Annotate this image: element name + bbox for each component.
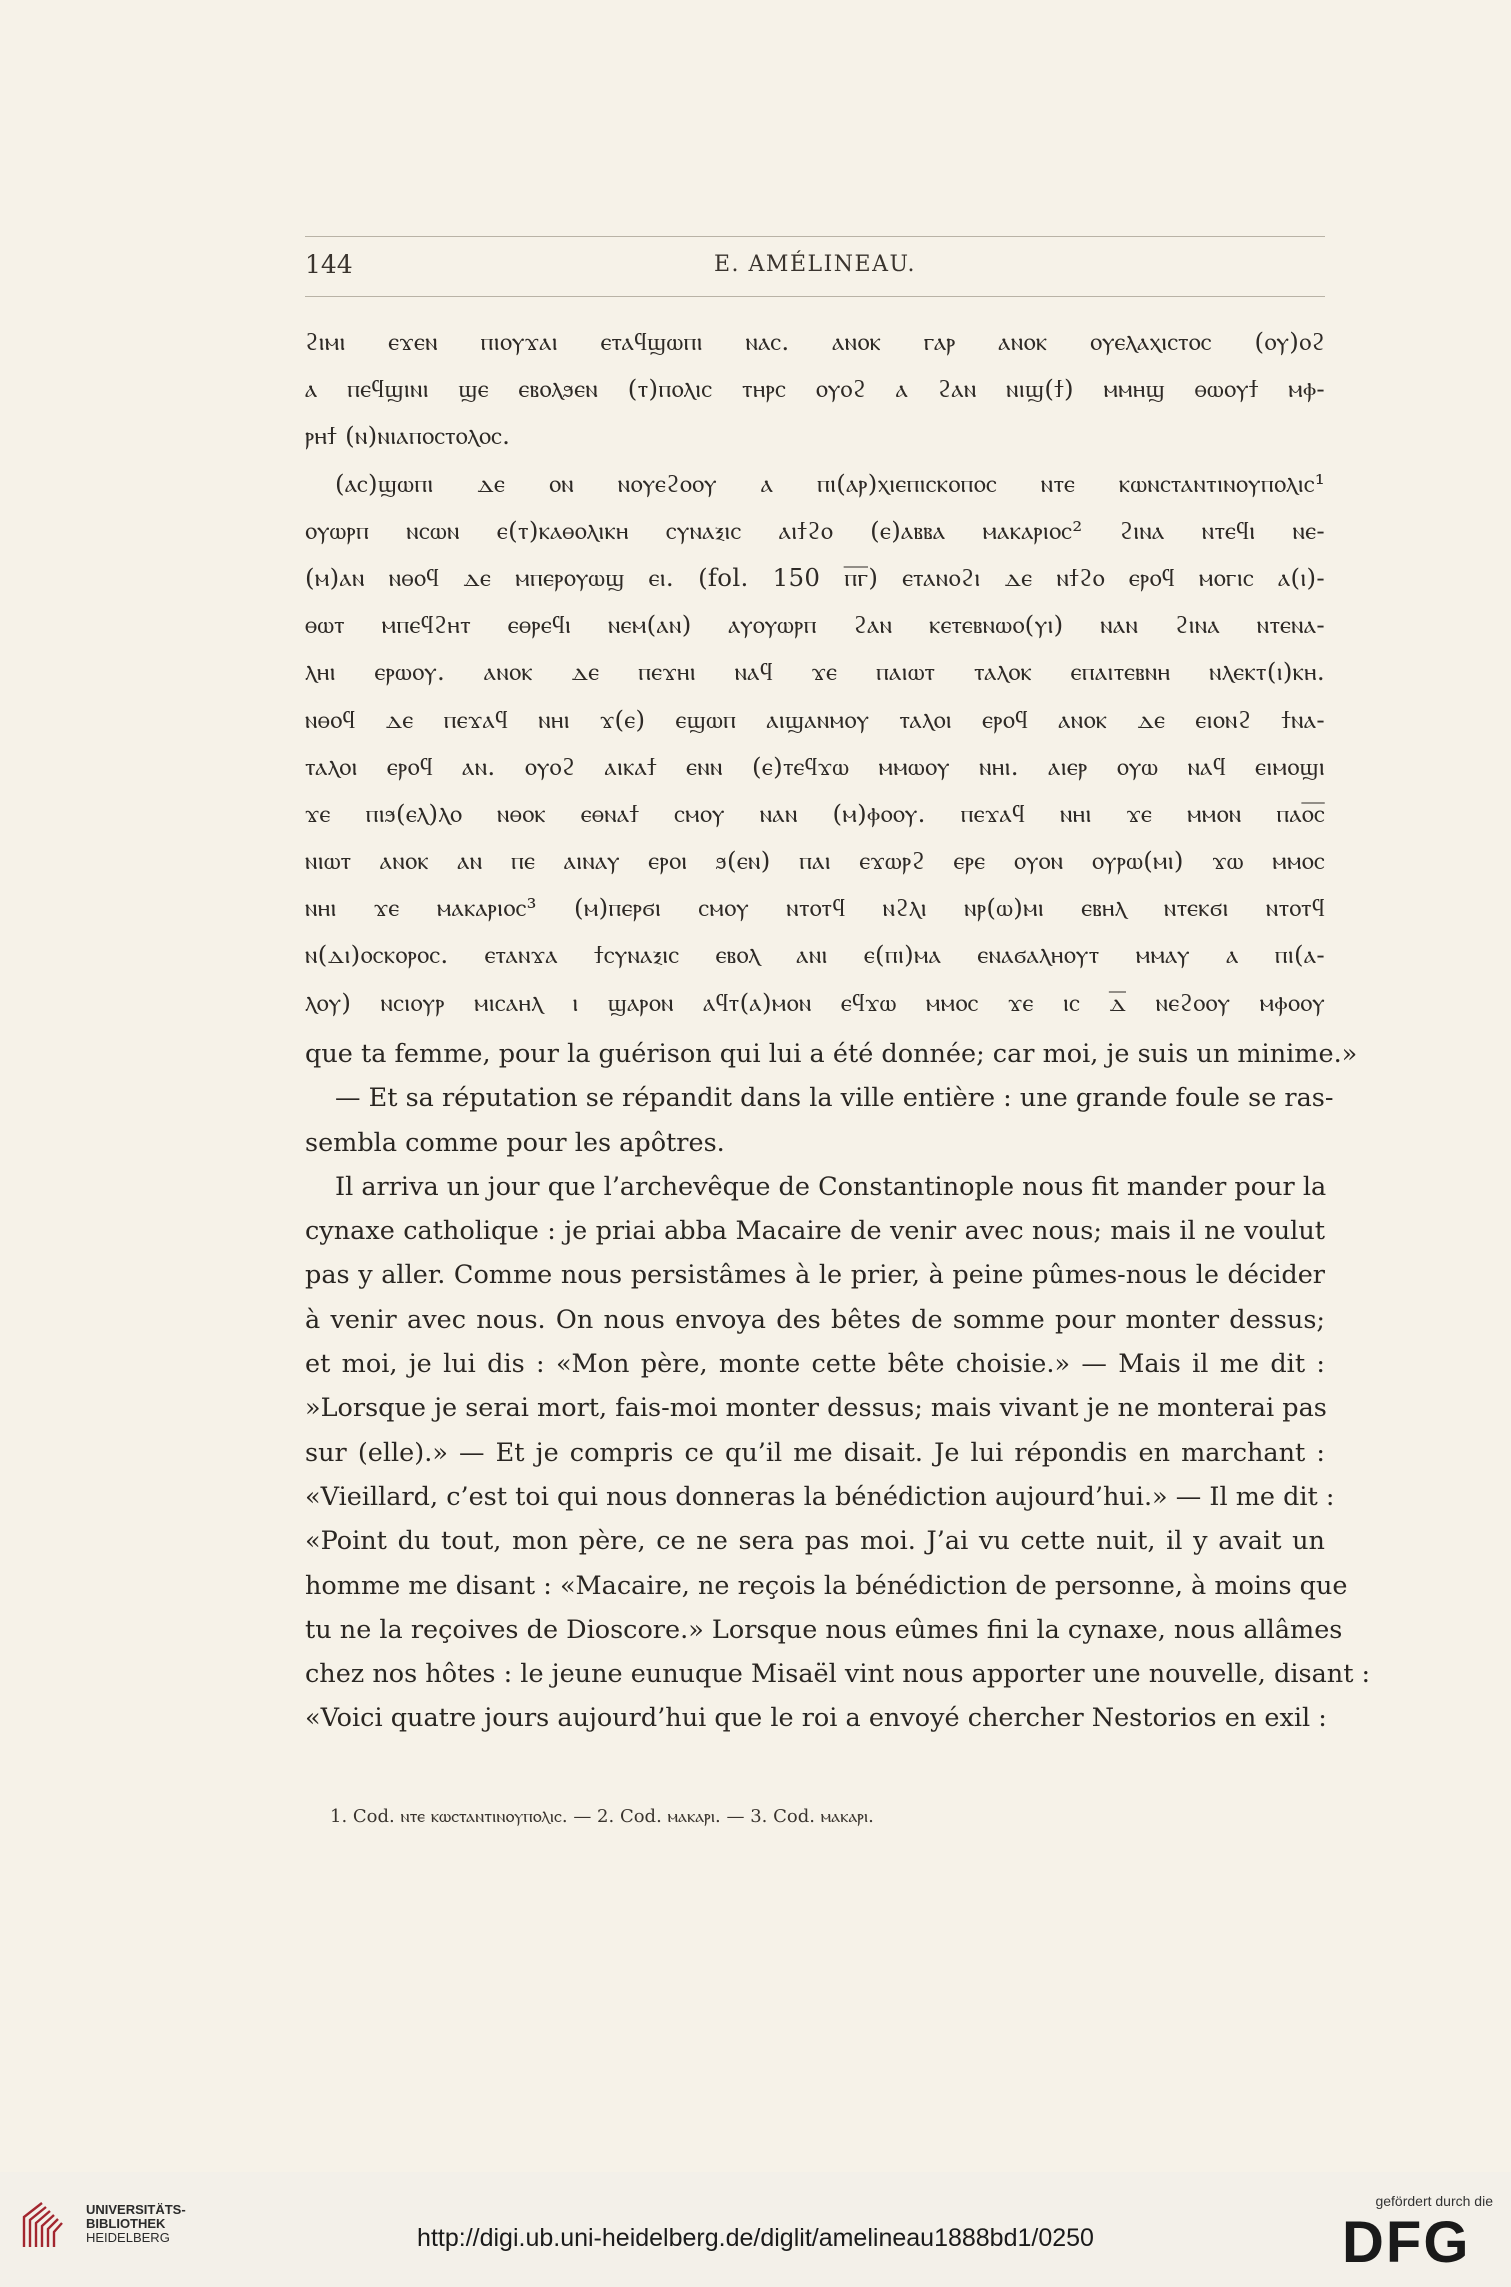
translation-line: sur (elle).» — Et je compris ce qu’il me disait. Je lui répondis en marchant : [305, 1437, 1325, 1468]
library-name-line: BIBLIOTHEK [86, 2216, 166, 2231]
funding-caption: gefördert durch die [1375, 2193, 1493, 2209]
coptic-line: ⲗⲟⲩ) ⲛⲥⲓⲟⲩⲣ ⲙⲓⲥⲁⲏⲗ ⲓ ϣⲁⲣⲟⲛ ⲁϥⲧ(ⲁ)ⲙⲟⲛ ⲉϥϫⲱ ⲙⲙⲟⲥ ϫⲉ ⲓⲥ ⲇ̅ ⲛⲉϩⲟⲟⲩ ⲙⲫⲟⲟⲩ [305, 987, 1325, 1017]
footnotes: 1. Cod. ⲛⲧⲉ ⲕⲱⲥⲧⲁⲛⲧⲓⲛⲟⲩⲡⲟⲗⲓⲥ. — 2. Cod. ⲙⲁⲕⲁⲣⲓ. — 3. Cod. ⲙⲁⲕⲁⲣⲓ. [330, 1806, 874, 1827]
coptic-line: ⲟⲩⲱⲣⲡ ⲛⲥⲱⲛ ⲉ(ⲧ)ⲕⲁⲑⲟⲗⲓⲕⲏ ⲥⲩⲛⲁⲝⲓⲥ ⲁⲓϯϩⲟ (ⲉ)ⲁⲃⲃⲁ ⲙⲁⲕⲁⲣⲓⲟⲥ² ϩⲓⲛⲁ ⲛⲧⲉϥⲓ ⲛⲉ- [305, 515, 1325, 545]
coptic-line: ⲛ(ⲇⲓ)ⲟⲥⲕⲟⲣⲟⲥ. ⲉⲧⲁⲛϫⲁ ϯⲥⲩⲛⲁⲝⲓⲥ ⲉⲃⲟⲗ ⲁⲛⲓ ⲉ(ⲡⲓ)ⲙⲁ ⲉⲛⲁϭⲁⲗⲏⲟⲩⲧ ⲙⲙⲁⲩ ⲁ ⲡⲓ(ⲁ- [305, 940, 1325, 970]
coptic-line: ⲁ ⲡⲉϥϣⲓⲛⲓ ϣⲉ ⲉⲃⲟⲗϧⲉⲛ (ⲧ)ⲡⲟⲗⲓⲥ ⲧⲏⲣⲥ ⲟⲩⲟϩ ⲁ ϩⲁⲛ ⲛⲓϣ(ϯ) ⲙⲙⲏϣ ⲑⲱⲟⲩϯ ⲙⲫ- [305, 374, 1325, 404]
page-number: 144 [305, 250, 353, 279]
translation-line: homme me disant : «Macaire, ne reçois la bénédiction de personne, à moins que [305, 1570, 1348, 1601]
translation-line: sembla comme pour les apôtres. [305, 1127, 725, 1158]
translation-line: pas y aller. Comme nous persistâmes à le prier, à peine pûmes-nous le décider [305, 1260, 1325, 1291]
coptic-line: ϩⲓⲙⲓ ⲉϫⲉⲛ ⲡⲓⲟⲩϫⲁⲓ ⲉⲧⲁϥϣⲱⲡⲓ ⲛⲁⲥ. ⲁⲛⲟⲕ ⲅⲁⲣ ⲁⲛⲟⲕ ⲟⲩⲉⲗⲁⲭⲓⲥⲧⲟⲥ (ⲟⲩ)ⲟϩ [305, 327, 1325, 356]
coptic-text-block [305, 318, 1325, 1026]
coptic-line: ⲗⲏⲓ ⲉⲣⲱⲟⲩ. ⲁⲛⲟⲕ ⲇⲉ ⲡⲉϫⲏⲓ ⲛⲁϥ ϫⲉ ⲡⲁⲓⲱⲧ ⲧⲁⲗⲟⲕ ⲉⲡⲁⲓⲧⲉⲃⲛⲏ ⲛⲗⲉⲕⲧ(ⲓ)ⲕⲏ. [305, 657, 1325, 687]
translation-line: cynaxe catholique : je priai abba Macaire de venir avec nous; mais il ne voulut [305, 1216, 1325, 1247]
translation-line: que ta femme, pour la guérison qui lui a été donnée; car moi, je suis un minime.» [305, 1039, 1358, 1069]
top-rule [305, 236, 1325, 237]
translation-line: tu ne la reçoives de Dioscore.» Lorsque nous eûmes fini la cynaxe, nous allâmes [305, 1614, 1343, 1645]
coptic-line: ⲛⲏⲓ ϫⲉ ⲙⲁⲕⲁⲣⲓⲟⲥ³ (ⲙ)ⲡⲉⲣϭⲓ ⲥⲙⲟⲩ ⲛⲧⲟⲧϥ ⲛϩⲗⲓ ⲛⲣ(ⲱ)ⲙⲓ ⲉⲃⲏⲗ ⲛⲧⲉⲕϭⲓ ⲛⲧⲟⲧϥ [305, 893, 1325, 923]
translation-line: à venir avec nous. On nous envoya des bêtes de somme pour monter dessus; [305, 1304, 1325, 1335]
coptic-line: ⲛⲑⲟϥ ⲇⲉ ⲡⲉϫⲁϥ ⲛⲏⲓ ϫ(ⲉ) ⲉϣⲱⲡ ⲁⲓϣⲁⲛⲙⲟⲩ ⲧⲁⲗⲟⲓ ⲉⲣⲟϥ ⲁⲛⲟⲕ ⲇⲉ ⲉⲓⲟⲛϩ ϯⲛⲁ- [305, 704, 1325, 734]
translation-line: «Point du tout, mon père, ce ne sera pas moi. J’ai vu cette nuit, il y avait un [305, 1526, 1325, 1557]
coptic-line: ⲑⲱⲧ ⲙⲡⲉϥϩⲏⲧ ⲉⲑⲣⲉϥⲓ ⲛⲉⲙ(ⲁⲛ) ⲁⲩⲟⲩⲱⲣⲡ ϩⲁⲛ ⲕⲉⲧⲉⲃⲛⲱⲟ(ⲩⲓ) ⲛⲁⲛ ϩⲓⲛⲁ ⲛⲧⲉⲛⲁ- [305, 610, 1325, 640]
translation-line: et moi, je lui dis : «Mon père, monte cette bête choisie.» — Mais il me dit : [305, 1349, 1325, 1380]
translation-line: — Et sa réputation se répandit dans la ville entière : une grande foule se ras- [335, 1083, 1334, 1114]
coptic-line: (ⲁⲥ)ϣⲱⲡⲓ ⲇⲉ ⲟⲛ ⲛⲟⲩⲉϩⲟⲟⲩ ⲁ ⲡⲓ(ⲁⲣ)ⲭⲓⲉⲡⲓⲥⲕⲟⲡⲟⲥ ⲛⲧⲉ ⲕⲱⲛⲥⲧⲁⲛⲧⲓⲛⲟⲩⲡⲟⲗⲓⲥ¹ [335, 468, 1325, 498]
coptic-line: ϫⲉ ⲡⲓϧ(ⲉⲗ)ⲗⲟ ⲛⲑⲟⲕ ⲉⲑⲛⲁϯ ⲥⲙⲟⲩ ⲛⲁⲛ (ⲙ)ⲫⲟⲟⲩ. ⲡⲉϫⲁϥ ⲛⲏⲓ ϫⲉ ⲙⲙⲟⲛ ⲡⲁⲟ̅ⲥ̅ [305, 798, 1325, 828]
dfg-logo[interactable]: DFG [1342, 2210, 1471, 2275]
translation-line: «Vieillard, c’est toi qui nous donneras la bénédiction aujourd’hui.» — Il me dit : [305, 1481, 1335, 1512]
translation-line: »Lorsque je serai mort, fais-moi monter dessus; mais vivant je ne monterai pas [305, 1393, 1327, 1424]
header-rule [305, 296, 1325, 297]
french-translation-block [305, 1032, 1371, 1741]
permalink-url[interactable]: http://digi.ub.uni-heidelberg.de/diglit/amelineau1888bd1/0250 [417, 2224, 1094, 2252]
library-name-line: UNIVERSITÄTS- [86, 2202, 186, 2217]
coptic-line: (ⲙ)ⲁⲛ ⲛⲑⲟϥ ⲇⲉ ⲙⲡⲉⲣⲟⲩⲱϣ ⲉⲓ. (fol. 150 ⲡ̅ⲅ̅) ⲉⲧⲁⲛⲟϩⲓ ⲇⲉ ⲛϯϩⲟ ⲉⲣⲟϥ ⲙⲟⲅⲓⲥ ⲁ(ⲓ)- [305, 562, 1325, 592]
coptic-line: ⲣⲏϯ (ⲛ)ⲛⲓⲁⲡⲟⲥⲧⲟⲗⲟⲥ. [305, 421, 511, 451]
translation-line: chez nos hôtes : le jeune eunuque Misaël vint nous apporter une nouvelle, disant : [305, 1659, 1371, 1690]
coptic-line: ⲛⲓⲱⲧ ⲁⲛⲟⲕ ⲁⲛ ⲡⲉ ⲁⲓⲛⲁⲩ ⲉⲣⲟⲓ ϧ(ⲉⲛ) ⲡⲁⲓ ⲉϫⲱⲣϩ ⲉⲣⲉ ⲟⲩⲟⲛ ⲟⲩⲣⲱ(ⲙⲓ) ϫⲱ ⲙⲙⲟⲥ [305, 846, 1325, 876]
running-head [305, 250, 1325, 290]
library-name-line: HEIDELBERG [86, 2230, 170, 2245]
translation-line: Il arriva un jour que l’archevêque de Constantinople nous fit mander pour la [335, 1171, 1327, 1202]
coptic-line: ⲧⲁⲗⲟⲓ ⲉⲣⲟϥ ⲁⲛ. ⲟⲩⲟϩ ⲁⲓⲕⲁϯ ⲉⲛⲛ (ⲉ)ⲧⲉϥϫⲱ ⲙⲙⲱⲟⲩ ⲛⲏⲓ. ⲁⲓⲉⲣ ⲟⲩⲱ ⲛⲁϥ ⲉⲓⲙⲟϣⲓ [305, 751, 1325, 781]
running-title: E. AMÉLINEAU. [713, 252, 917, 277]
translation-line: «Voici quatre jours aujourd’hui que le roi a envoyé chercher Nestorios en exil : [305, 1703, 1327, 1734]
